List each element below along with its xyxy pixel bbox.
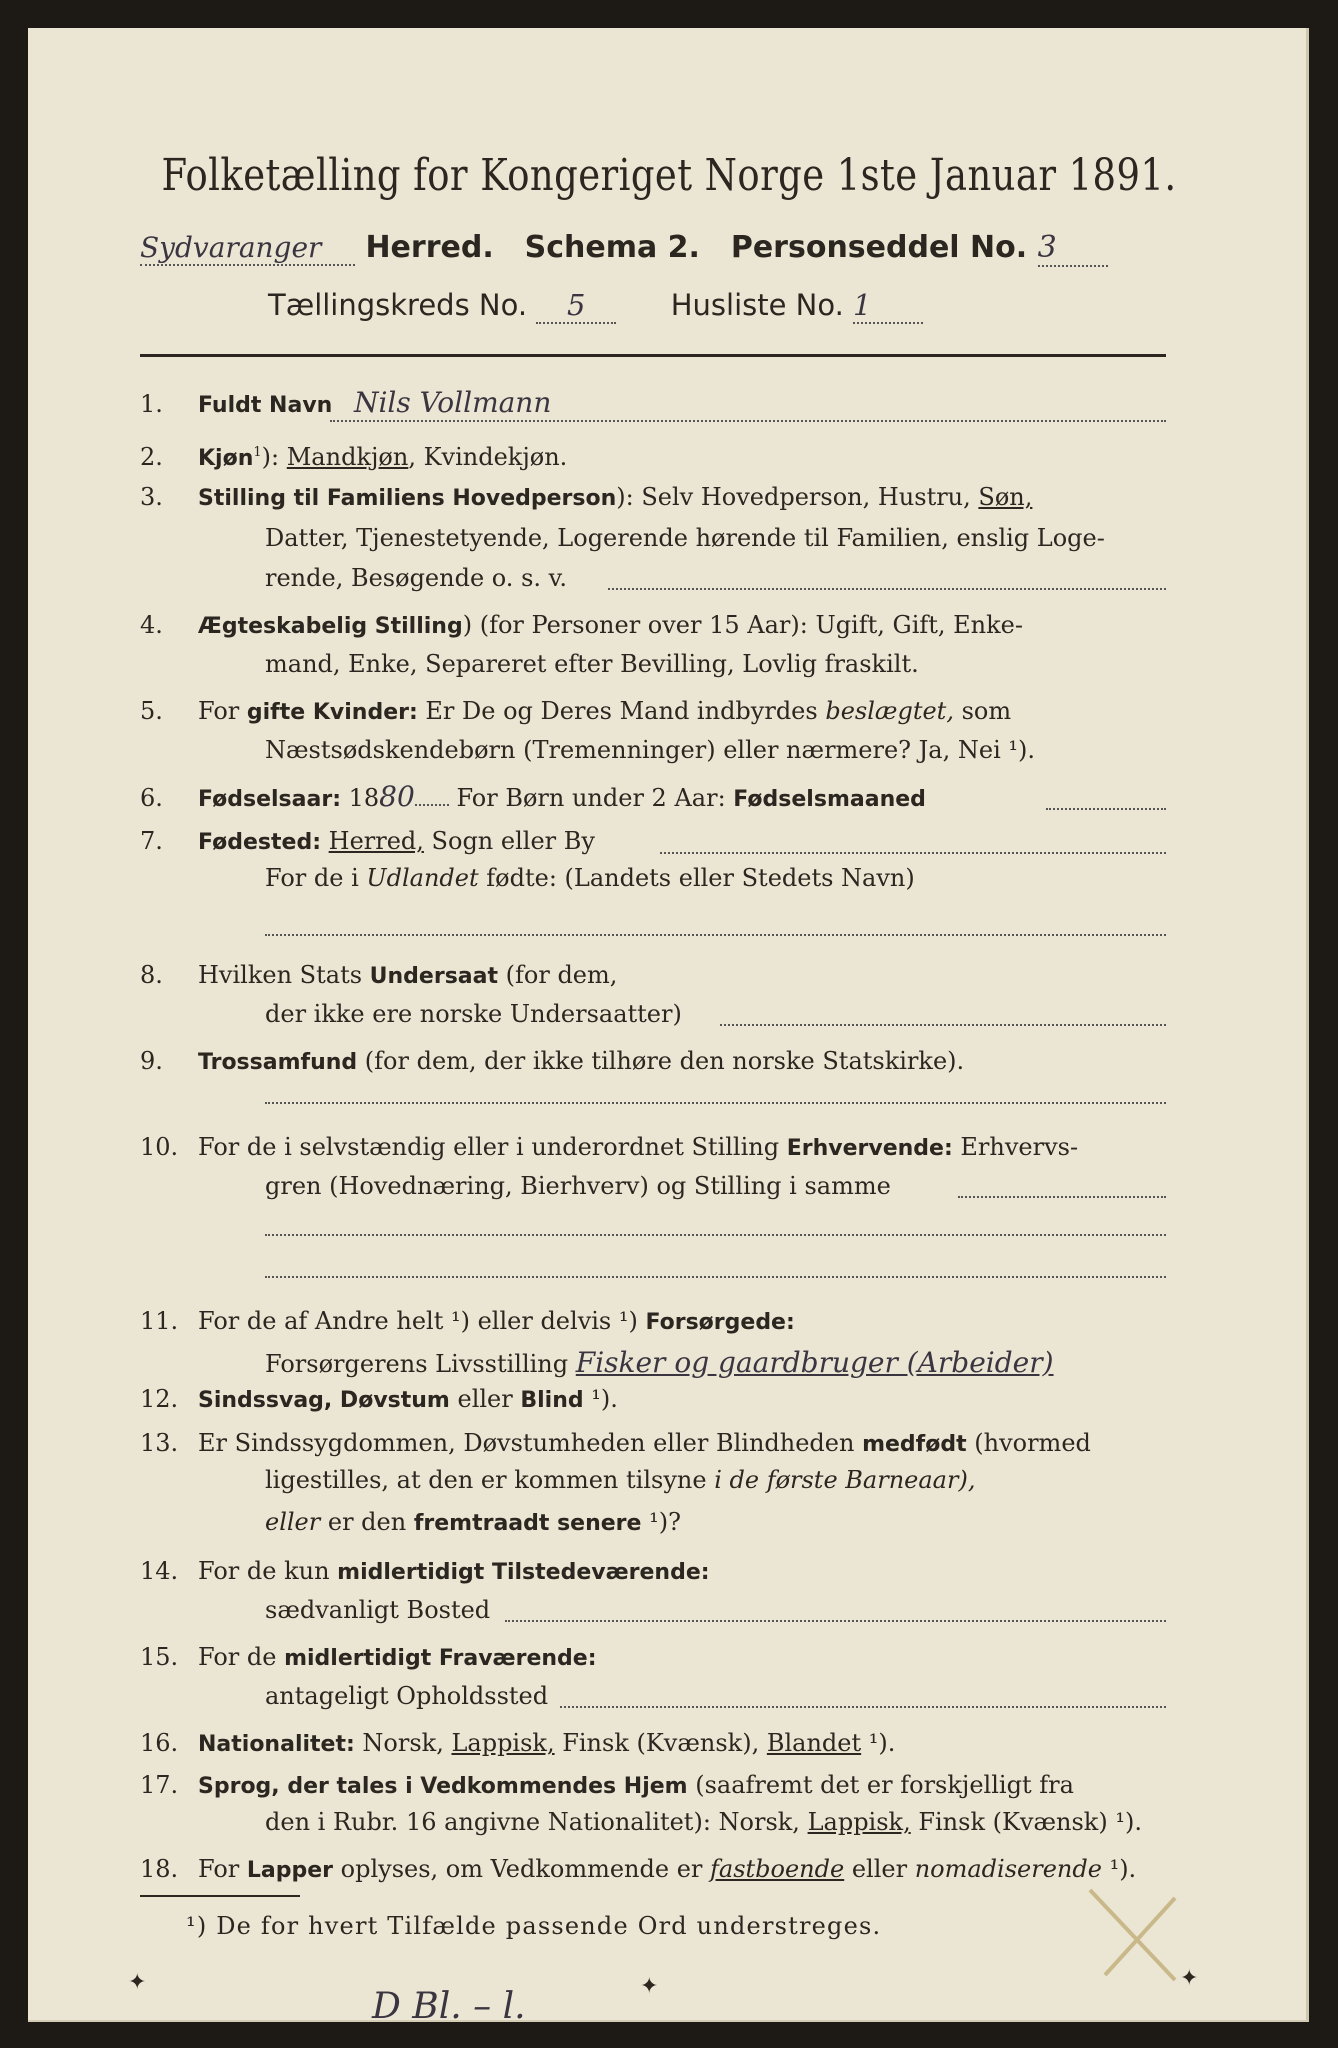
- question-1: 1. Fuldt Navn Nils Vollmann: [140, 386, 552, 419]
- kreds-label: Tællingskreds No.: [268, 288, 528, 322]
- question-14-line2: sædvanligt Bosted: [265, 1596, 491, 1624]
- header-divider: [140, 354, 1166, 357]
- question-15: 15. For de midlertidigt Fraværende:: [140, 1643, 597, 1671]
- personseddel-value: 3: [1038, 230, 1108, 267]
- dotted-line: [958, 1196, 1166, 1198]
- dotted-line: [505, 1620, 1166, 1622]
- question-18: 18. For Lapper oplyses, om Vedkommende er fastboende eller nomadiserende ¹).: [140, 1855, 1137, 1883]
- footnote-divider: [140, 1895, 300, 1897]
- question-4-line2: mand, Enke, Separeret efter Bevilling, Lovlig fraskilt.: [265, 650, 919, 678]
- footnote: ¹) De for hvert Tilfælde passende Ord understreges.: [186, 1912, 882, 1940]
- question-15-line2: antageligt Opholdssted: [265, 1682, 549, 1710]
- question-13-line3: eller er den fremtraadt senere ¹)?: [265, 1508, 681, 1536]
- question-10-line2: gren (Hovednæring, Bierhverv) og Stilling i samme: [265, 1172, 891, 1200]
- form-title: Folketælling for Kongeriget Norge 1ste Januar 1891.: [161, 150, 1177, 201]
- question-9: 9. Trossamfund (for dem, der ikke tilhøre den norske Statskirke).: [140, 1047, 965, 1075]
- punch-mark-icon: ✦: [1180, 1966, 1199, 1991]
- subheader-row: [268, 288, 923, 324]
- personseddel-label: Personseddel No.: [730, 230, 1028, 265]
- question-17-line2: den i Rubr. 16 angivne Nationalitet): Norsk, Lappisk, Finsk (Kvænsk) ¹).: [265, 1808, 1142, 1836]
- question-11-line2: Forsørgerens Livsstilling Fisker og gaardbruger (Arbeider): [265, 1346, 1054, 1379]
- question-7-line2: For de i Udlandet fødte: (Landets eller Stedets Navn): [265, 864, 915, 892]
- dotted-line: [720, 1024, 1166, 1026]
- question-5-line2: Næstsødskendebørn (Tremenninger) eller nærmere? Ja, Nei ¹).: [265, 736, 1035, 764]
- punch-mark-icon: ✦: [128, 1970, 147, 1995]
- herred-value: Sydvaranger: [140, 231, 355, 266]
- question-12: 12. Sindssvag, Døvstum eller Blind ¹).: [140, 1385, 618, 1413]
- question-4: 4. Ægteskabelig Stilling) (for Personer over 15 Aar): Ugift, Gift, Enke-: [140, 611, 1023, 639]
- question-7: 7. Fødested: Herred, Sogn eller By: [140, 827, 595, 855]
- question-16: 16. Nationalitet: Norsk, Lappisk, Finsk (Kvænsk), Blandet ¹).: [140, 1729, 896, 1757]
- kreds-value: 5: [536, 288, 616, 324]
- question-3-line2: Datter, Tjenestetyende, Logerende hørende til Familien, enslig Loge-: [265, 524, 1105, 552]
- question-14: 14. For de kun midlertidigt Tilstedeværende:: [140, 1557, 710, 1585]
- dotted-line: [265, 1234, 1166, 1236]
- schema-label: Schema 2.: [524, 230, 700, 265]
- question-8: 8. Hvilken Stats Undersaat (for dem,: [140, 961, 618, 989]
- question-3: 3. Stilling til Familiens Hovedperson): Selv Hovedperson, Hustru, Søn,: [140, 483, 1033, 511]
- pencil-cross-mark: [1080, 1880, 1190, 1990]
- question-10: 10. For de i selvstændig eller i underordnet Stilling Erhvervende: Erhvervs-: [140, 1133, 1079, 1161]
- name-value: Nils Vollmann: [353, 386, 552, 419]
- dotted-line: [560, 1706, 1166, 1708]
- question-2: 2. Kjøn$^1$): Mandkjøn, Kvindekjøn.: [140, 443, 568, 471]
- question-6: 6. Fødselsaar: 1880 For Børn under 2 Aar: Fødselsmaaned: [140, 780, 926, 813]
- question-5: 5. For gifte Kvinder: Er De og Deres Mand indbyrdes beslægtet, som: [140, 697, 1012, 725]
- header-row: [140, 230, 1108, 267]
- husliste-label: Husliste No.: [670, 288, 844, 322]
- signature: D Bl. – l.: [372, 1986, 526, 2027]
- question-17: 17. Sprog, der tales i Vedkommendes Hjem (saafremt det er forskjelligt fra: [140, 1771, 1074, 1799]
- dotted-line: [265, 1276, 1166, 1278]
- husliste-value: 1: [853, 288, 923, 324]
- dotted-line: [608, 588, 1166, 590]
- punch-mark-icon: ✦: [640, 1974, 659, 1999]
- question-13: 13. Er Sindssygdommen, Døvstumheden eller Blindheden medfødt (hvormed: [140, 1429, 1091, 1457]
- dotted-line: [265, 934, 1166, 936]
- dotted-line: [265, 1102, 1166, 1104]
- question-8-line2: der ikke ere norske Undersaatter): [265, 1000, 682, 1028]
- herred-label: Herred.: [365, 230, 494, 265]
- dotted-line: [660, 852, 1166, 854]
- question-11: 11. For de af Andre helt ¹) eller delvis ¹) Forsørgede:: [140, 1307, 795, 1335]
- question-13-line2: ligestilles, at den er kommen tilsyne i de første Barneaar),: [265, 1466, 976, 1494]
- dotted-line: [1046, 808, 1166, 810]
- dotted-line: [330, 420, 1166, 422]
- birth-year-value: 80: [379, 780, 415, 813]
- question-3-line3: rende, Besøgende o. s. v.: [265, 564, 567, 592]
- provider-occupation-value: Fisker og gaardbruger (Arbeider): [575, 1346, 1054, 1379]
